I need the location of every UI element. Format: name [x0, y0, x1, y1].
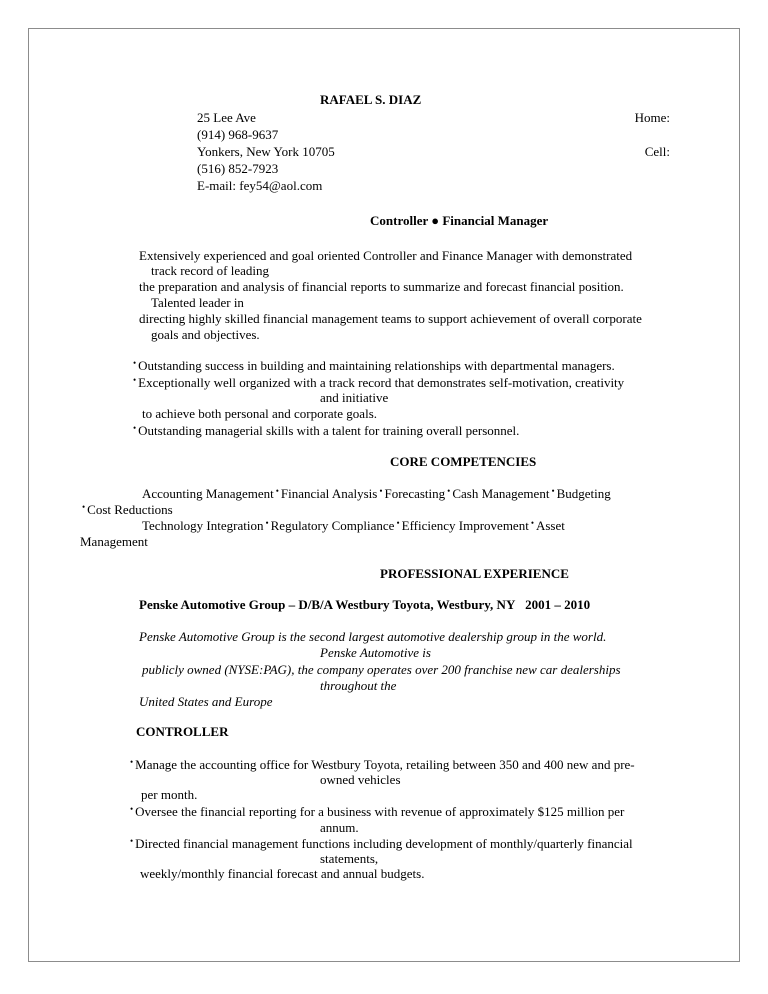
- summary-line: track record of leading: [151, 263, 270, 278]
- competency-item: Financial Analysis: [280, 486, 378, 501]
- experience-heading: PROFESSIONAL EXPERIENCE: [380, 566, 569, 581]
- address-line-2: Yonkers, New York 10705: [197, 144, 335, 159]
- company-description: Penske Automotive is: [320, 645, 431, 660]
- highlight-item-continuation: and initiative: [320, 390, 389, 405]
- highlight-item: • Outstanding managerial skills with a talent for training overall personnel.: [133, 423, 520, 438]
- competency-item: Efficiency Improvement: [401, 518, 529, 533]
- summary-line: Extensively experienced and goal oriented Controller and Finance Manager with demonstrated: [139, 248, 633, 263]
- core-competencies-heading: CORE COMPETENCIES: [390, 454, 537, 469]
- candidate-name: RAFAEL S. DIAZ: [320, 92, 422, 107]
- competency-item: Regulatory Compliance: [270, 518, 395, 533]
- bullet-icon: •: [133, 375, 137, 385]
- duty-continuation: owned vehicles: [320, 772, 401, 787]
- competency-item: Management: [80, 534, 148, 549]
- competency-item: Cost Reductions: [87, 502, 173, 517]
- cell-phone: (516) 852-7923: [197, 161, 279, 176]
- competency-item: Accounting Management: [142, 486, 274, 501]
- highlight-item-continuation: to achieve both personal and corporate goals.: [142, 406, 377, 421]
- duty-item: • Directed financial management functions including development of monthly/quarterly financial: [130, 836, 633, 851]
- employment-dates: 2001 – 2010: [525, 597, 591, 612]
- cell-label: Cell:: [644, 144, 670, 159]
- home-phone: (914) 968-9637: [197, 127, 279, 142]
- duty-item: • Oversee the financial reporting for a business with revenue of approximately $125 million per: [130, 804, 625, 819]
- duty-continuation: annum.: [320, 820, 359, 835]
- bullet-icon: •: [265, 518, 269, 528]
- bullet-icon: •: [447, 486, 451, 496]
- bullet-icon: •: [130, 836, 134, 846]
- bullet-icon: •: [130, 757, 134, 767]
- company-description: throughout the: [320, 678, 397, 693]
- bullet-icon: •: [551, 486, 555, 496]
- bullet-icon: •: [82, 502, 86, 512]
- competencies-row-2: [80, 502, 173, 519]
- bullet-icon: •: [530, 518, 534, 528]
- email: E-mail: fey54@aol.com: [197, 178, 323, 193]
- summary-line: the preparation and analysis of financial reports to summarize and forecast financial position.: [139, 279, 624, 294]
- competency-item: Asset: [535, 518, 565, 533]
- competencies-row-1: [142, 486, 611, 503]
- address-line-1: 25 Lee Ave: [197, 110, 256, 125]
- competencies-row-3: [142, 518, 565, 535]
- job-title: CONTROLLER: [136, 724, 229, 739]
- competency-item: Technology Integration: [142, 518, 264, 533]
- competency-item: Forecasting: [384, 486, 446, 501]
- summary-line: goals and objectives.: [151, 327, 260, 342]
- summary-line: directing highly skilled financial management teams to support achievement of overall corporate: [139, 311, 642, 326]
- headline: Controller ● Financial Manager: [370, 213, 549, 228]
- duty-continuation: per month.: [141, 787, 198, 802]
- duty-item: • Manage the accounting office for Westbury Toyota, retailing between 350 and 400 new and pre-: [130, 757, 635, 772]
- company-line: Penske Automotive Group – D/B/A Westbury Toyota, Westbury, NY 2001 – 2010: [139, 597, 591, 612]
- bullet-icon: •: [133, 423, 137, 433]
- bullet-icon: •: [396, 518, 400, 528]
- company-description: publicly owned (NYSE:PAG), the company operates over 200 franchise new car dealerships: [142, 662, 621, 677]
- duty-continuation: weekly/monthly financial forecast and annual budgets.: [140, 866, 425, 881]
- competency-item: Cash Management: [452, 486, 550, 501]
- summary-line: Talented leader in: [151, 295, 244, 310]
- company-description: Penske Automotive Group is the second largest automotive dealership group in the world.: [139, 629, 607, 644]
- company-description: United States and Europe: [139, 694, 273, 709]
- home-label: Home:: [634, 110, 670, 125]
- duty-continuation: statements,: [320, 851, 379, 866]
- highlight-item: • Exceptionally well organized with a track record that demonstrates self-motivation, creativity: [133, 375, 625, 390]
- competency-item: Budgeting: [556, 486, 611, 501]
- bullet-icon: •: [379, 486, 383, 496]
- highlight-item: • Outstanding success in building and maintaining relationships with departmental managers.: [133, 358, 615, 373]
- bullet-icon: •: [133, 358, 137, 368]
- bullet-icon: •: [130, 804, 134, 814]
- bullet-icon: •: [275, 486, 279, 496]
